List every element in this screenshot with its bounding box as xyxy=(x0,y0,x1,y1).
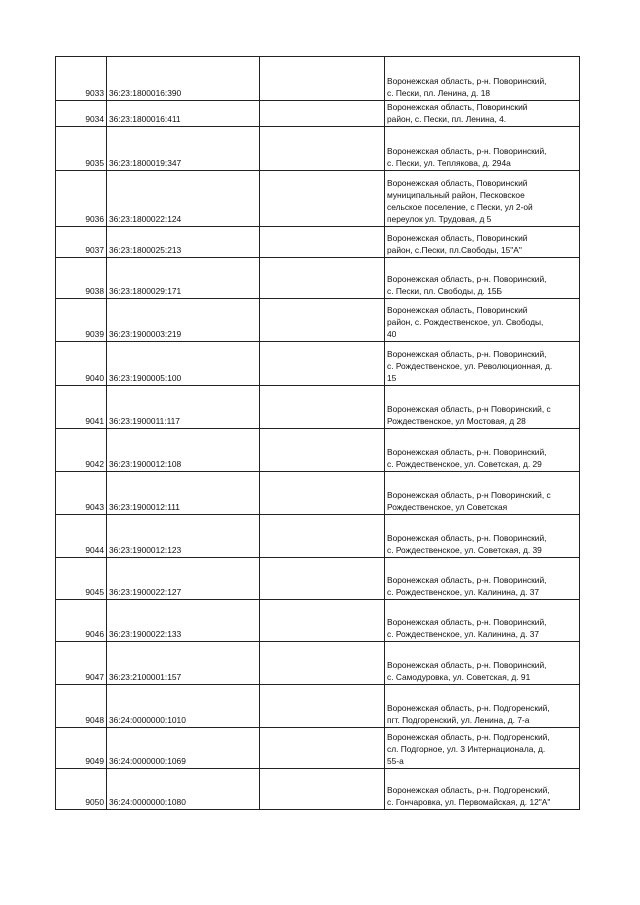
empty-cell xyxy=(260,57,385,101)
row-number-cell: 9033 xyxy=(56,57,107,101)
address-cell: Воронежская область, р-н. Поворинский, с. Пески, пл. Свободы, д. 15Б xyxy=(385,258,580,299)
address-cell: Воронежская область, р-н Поворинский, с Рождественское, ул Советская xyxy=(385,472,580,515)
row-number-cell: 9040 xyxy=(56,342,107,386)
empty-cell xyxy=(260,101,385,127)
cadastral-number-cell: 36:24:0000000:1010 xyxy=(107,685,260,728)
address-cell: Воронежская область, р-н. Поворинский, с. Рождественское, ул. Калинина, д. 37 xyxy=(385,600,580,642)
address-cell: Воронежская область, р-н. Подгоренский, сл. Подгорное, ул. 3 Интернационала, д. 55-а xyxy=(385,728,580,769)
empty-cell xyxy=(260,258,385,299)
empty-cell xyxy=(260,299,385,342)
empty-cell xyxy=(260,685,385,728)
address-cell: Воронежская область, р-н. Поворинский, с. Рождественское, ул. Калинина, д. 37 xyxy=(385,558,580,600)
cadastral-number-cell: 36:23:1900005:100 xyxy=(107,342,260,386)
table-row xyxy=(56,227,580,258)
row-number-cell: 9045 xyxy=(56,558,107,600)
table-row xyxy=(56,342,580,386)
table-row xyxy=(56,558,580,600)
table-row xyxy=(56,769,580,810)
row-number-cell: 9036 xyxy=(56,171,107,227)
empty-cell xyxy=(260,769,385,810)
cadastral-number-cell: 36:23:1800016:411 xyxy=(107,101,260,127)
address-cell: Воронежская область, р-н. Поворинский, с. Самодуровка, ул. Советская, д. 91 xyxy=(385,642,580,685)
address-cell: Воронежская область, р-н. Поворинский, с. Пески, ул. Теплякова, д. 294а xyxy=(385,127,580,171)
empty-cell xyxy=(260,515,385,558)
address-cell: Воронежская область, Поворинский муниципальный район, Песковское сельское поселение, с Пески, ул 2-ой переулок ул. Трудовая, д 5 xyxy=(385,171,580,227)
row-number-cell: 9048 xyxy=(56,685,107,728)
cadastral-number-cell: 36:23:1800022:124 xyxy=(107,171,260,227)
table-row xyxy=(56,642,580,685)
table-row xyxy=(56,171,580,227)
cadastral-number-cell: 36:23:2100001:157 xyxy=(107,642,260,685)
empty-cell xyxy=(260,472,385,515)
empty-cell xyxy=(260,386,385,429)
table-row xyxy=(56,127,580,171)
address-cell: Воронежская область, р-н. Поворинский, с. Пески, пл. Ленина, д. 18 xyxy=(385,57,580,101)
empty-cell xyxy=(260,429,385,472)
cadastral-number-cell: 36:23:1800016:390 xyxy=(107,57,260,101)
row-number-cell: 9046 xyxy=(56,600,107,642)
address-cell: Воронежская область, р-н. Поворинский, с. Рождественское, ул. Революционная, д. 15 xyxy=(385,342,580,386)
row-number-cell: 9047 xyxy=(56,642,107,685)
empty-cell xyxy=(260,558,385,600)
table-body xyxy=(56,57,580,810)
empty-cell xyxy=(260,171,385,227)
cadastral-number-cell: 36:24:0000000:1069 xyxy=(107,728,260,769)
cadastral-number-cell: 36:23:1800025:213 xyxy=(107,227,260,258)
empty-cell xyxy=(260,728,385,769)
empty-cell xyxy=(260,227,385,258)
cadastral-number-cell: 36:23:1900011:117 xyxy=(107,386,260,429)
table-row xyxy=(56,472,580,515)
row-number-cell: 9043 xyxy=(56,472,107,515)
row-number-cell: 9035 xyxy=(56,127,107,171)
address-cell: Воронежская область, р-н. Подгоренский, пгт. Подгоренский, ул. Ленина, д. 7-а xyxy=(385,685,580,728)
empty-cell xyxy=(260,342,385,386)
table-row xyxy=(56,386,580,429)
table-row xyxy=(56,101,580,127)
address-cell: Воронежская область, Поворинский район, с. Рождественское, ул. Свободы, 40 xyxy=(385,299,580,342)
table-row xyxy=(56,685,580,728)
table-row xyxy=(56,258,580,299)
table-row xyxy=(56,515,580,558)
address-cell: Воронежская область, р-н. Поворинский, с. Рождественское, ул. Советская, д. 39 xyxy=(385,515,580,558)
address-cell: Воронежская область, Поворинский район, с.Пески, пл.Свободы, 15"А" xyxy=(385,227,580,258)
address-cell: Воронежская область, р-н Поворинский, с Рождественское, ул Мостовая, д 28 xyxy=(385,386,580,429)
address-cell: Воронежская область, р-н. Подгоренский, с. Гончаровка, ул. Первомайская, д. 12"А" xyxy=(385,769,580,810)
address-cell: Воронежская область, Поворинский район, с. Пески, пл. Ленина, 4. xyxy=(385,101,580,127)
table-row xyxy=(56,728,580,769)
cadastral-number-cell: 36:23:1900012:108 xyxy=(107,429,260,472)
row-number-cell: 9044 xyxy=(56,515,107,558)
cadastral-number-cell: 36:24:0000000:1080 xyxy=(107,769,260,810)
empty-cell xyxy=(260,600,385,642)
row-number-cell: 9037 xyxy=(56,227,107,258)
registry-table xyxy=(55,56,580,810)
row-number-cell: 9041 xyxy=(56,386,107,429)
table-row xyxy=(56,57,580,101)
table-row xyxy=(56,600,580,642)
row-number-cell: 9038 xyxy=(56,258,107,299)
row-number-cell: 9039 xyxy=(56,299,107,342)
row-number-cell: 9050 xyxy=(56,769,107,810)
cadastral-number-cell: 36:23:1900022:133 xyxy=(107,600,260,642)
cadastral-number-cell: 36:23:1800019:347 xyxy=(107,127,260,171)
table-row xyxy=(56,299,580,342)
table-row xyxy=(56,429,580,472)
cadastral-number-cell: 36:23:1900012:123 xyxy=(107,515,260,558)
empty-cell xyxy=(260,127,385,171)
cadastral-number-cell: 36:23:1900022:127 xyxy=(107,558,260,600)
cadastral-number-cell: 36:23:1900012:111 xyxy=(107,472,260,515)
cadastral-number-cell: 36:23:1800029:171 xyxy=(107,258,260,299)
row-number-cell: 9049 xyxy=(56,728,107,769)
row-number-cell: 9034 xyxy=(56,101,107,127)
cadastral-number-cell: 36:23:1900003:219 xyxy=(107,299,260,342)
empty-cell xyxy=(260,642,385,685)
address-cell: Воронежская область, р-н. Поворинский, с. Рождественское, ул. Советская, д. 29 xyxy=(385,429,580,472)
row-number-cell: 9042 xyxy=(56,429,107,472)
